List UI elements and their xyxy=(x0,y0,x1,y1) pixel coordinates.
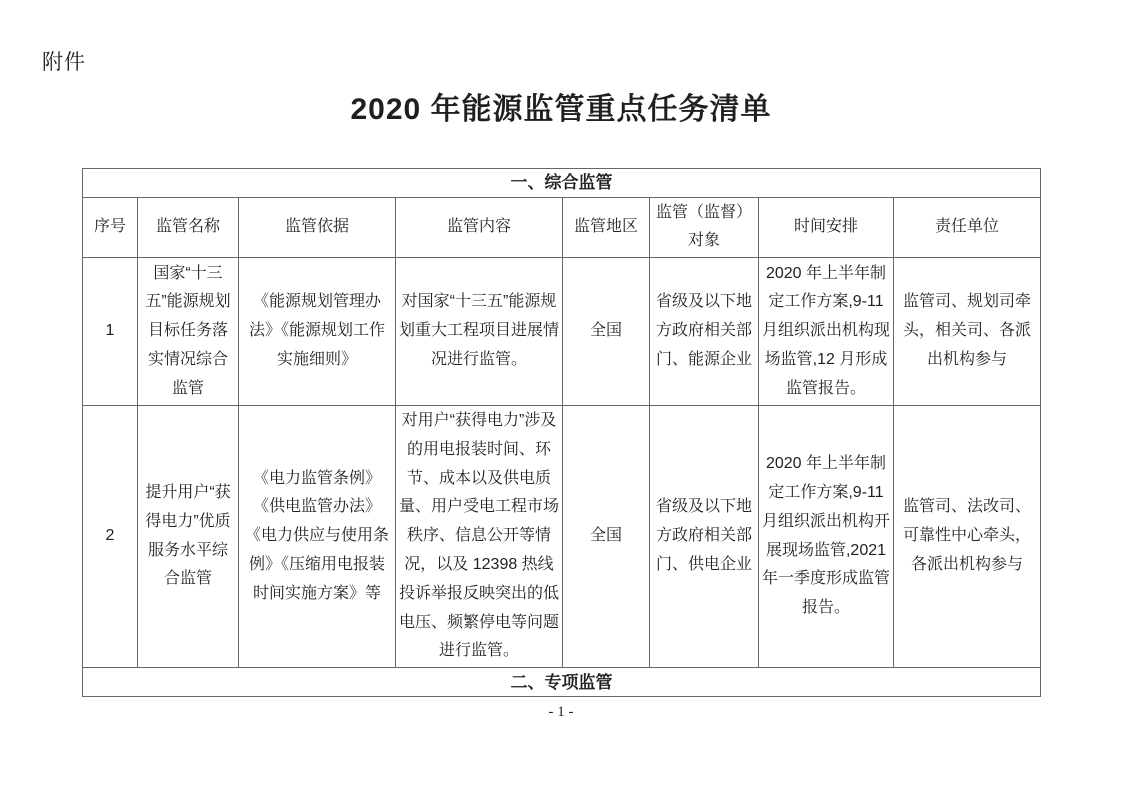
cell-schedule: 2020 年上半年制定工作方案,9-11 月组织派出机构现场监管,12 月形成监管报告。 xyxy=(759,258,894,406)
cell-name: 提升用户“获得电力”优质服务水平综合监管 xyxy=(138,406,239,668)
column-header-row xyxy=(83,197,1041,258)
cell-target: 省级及以下地方政府相关部门、供电企业 xyxy=(650,406,759,668)
cell-schedule: 2020 年上半年制定工作方案,9-11 月组织派出机构开展现场监管,2021 年一季度形成监管报告。 xyxy=(759,406,894,668)
cell-responsible: 监管司、规划司牵头，相关司、各派出机构参与 xyxy=(894,258,1041,406)
cell-responsible: 监管司、法改司、可靠性中心牵头，各派出机构参与 xyxy=(894,406,1041,668)
cell-name: 国家“十三五”能源规划目标任务落实情况综合监管 xyxy=(138,258,239,406)
cell-content: 对国家“十三五”能源规划重大工程项目进展情况进行监管。 xyxy=(396,258,563,406)
cell-region: 全国 xyxy=(563,406,650,668)
cell-basis: 《能源规划管理办法》《能源规划工作实施细则》 xyxy=(239,258,396,406)
cell-target: 省级及以下地方政府相关部门、能源企业 xyxy=(650,258,759,406)
column-header-target: 监管（监督）对象 xyxy=(650,197,759,258)
cell-basis: 《电力监管条例》《供电监管办法》《电力供应与使用条例》《压缩用电报装时间实施方案》等 xyxy=(239,406,396,668)
table-row xyxy=(83,406,1041,668)
section-1-header: 一、综合监管 xyxy=(83,169,1041,198)
column-header-no: 序号 xyxy=(83,197,138,258)
section-2-header: 二、专项监管 xyxy=(83,668,1041,697)
cell-no: 2 xyxy=(83,406,138,668)
column-header-schedule: 时间安排 xyxy=(759,197,894,258)
cell-content: 对用户“获得电力”涉及的用电报装时间、环节、成本以及供电质量、用户受电工程市场秩序、信息公开等情况，以及 12398 热线投诉举报反映突出的低电压、频繁停电等问题进行监管。 xyxy=(396,406,563,668)
attachment-label: 附件 xyxy=(42,51,86,74)
column-header-region: 监管地区 xyxy=(563,197,650,258)
cell-region: 全国 xyxy=(563,258,650,406)
column-header-basis: 监管依据 xyxy=(239,197,396,258)
column-header-responsible: 责任单位 xyxy=(894,197,1041,258)
page-title: 2020 年能源监管重点任务清单 xyxy=(350,93,772,126)
column-header-name: 监管名称 xyxy=(138,197,239,258)
section-2-header-row xyxy=(83,668,1041,697)
tasks-table xyxy=(82,168,1041,697)
section-1-header-row xyxy=(83,169,1041,198)
cell-no: 1 xyxy=(83,258,138,406)
column-header-content: 监管内容 xyxy=(396,197,563,258)
table-row xyxy=(83,258,1041,406)
page-number: - 1 - xyxy=(548,704,574,720)
